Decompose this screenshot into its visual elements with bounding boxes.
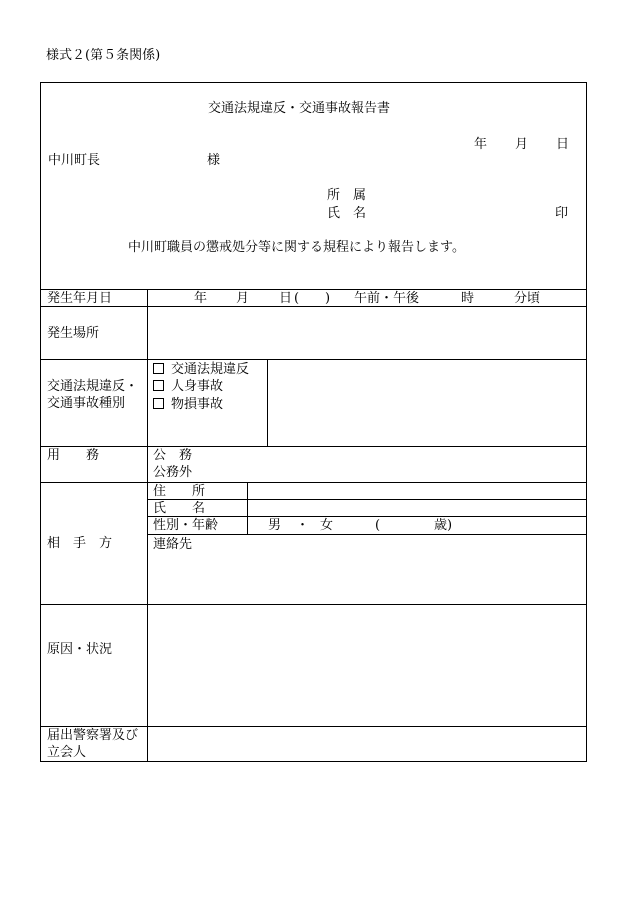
police-label-line2: 立会人 <box>47 745 87 760</box>
row-divider <box>40 482 587 483</box>
row-divider <box>40 289 587 290</box>
counterpart-contact-label: 連絡先 <box>153 537 193 552</box>
date-year: 年 <box>474 137 488 152</box>
reporter-affiliation-label: 所 属 <box>327 188 367 203</box>
occurrence-day: 日 <box>279 291 293 306</box>
counterpart-sex-age-label: 性別・年齢 <box>153 518 219 533</box>
violation-type-label-line1: 交通法規違反・ <box>47 379 139 394</box>
date-month: 月 <box>515 137 529 152</box>
row-divider <box>40 306 587 307</box>
checkbox[interactable] <box>153 398 164 409</box>
duty-official: 公 務 <box>153 448 193 463</box>
counterpart-label: 相 手 方 <box>47 536 113 551</box>
ampm-choice: 午前・午後 <box>354 291 420 306</box>
age-unit: 歳) <box>434 518 453 533</box>
label-column-divider <box>147 289 148 762</box>
occurrence-month: 月 <box>236 291 250 306</box>
reporter-name-label: 氏 名 <box>327 206 367 221</box>
occurrence-hour: 時 <box>461 291 475 306</box>
counterpart-column-divider <box>247 482 248 534</box>
cause-label: 原因・状況 <box>47 642 113 657</box>
row-divider <box>40 726 587 727</box>
sub-row-divider <box>147 516 587 517</box>
sub-row-divider <box>147 499 587 500</box>
duty-label: 用 務 <box>47 448 100 463</box>
option-traffic-violation[interactable]: 交通法規違反 <box>153 363 249 376</box>
weekday-close-paren: ) <box>325 291 331 306</box>
checkbox[interactable] <box>153 363 164 374</box>
occurrence-date-label: 発生年月日 <box>47 291 113 306</box>
duty-unofficial: 公務外 <box>153 465 193 480</box>
counterpart-address-label: 住 所 <box>153 484 206 499</box>
sex-male: 男 <box>268 518 282 533</box>
occurrence-minute: 分頃 <box>514 291 541 306</box>
sex-female: 女 <box>320 518 334 533</box>
statement-text: 中川町職員の懲戒処分等に関する規程により報告します。 <box>128 240 465 255</box>
counterpart-name-label: 氏 名 <box>153 501 206 516</box>
type-column-divider <box>267 359 268 446</box>
police-label-line1: 届出警察署及び <box>47 728 139 743</box>
report-form-frame <box>40 82 587 762</box>
option-property-accident[interactable]: 物損事故 <box>153 398 223 411</box>
occurrence-year: 年 <box>194 291 208 306</box>
location-label: 発生場所 <box>47 326 100 341</box>
row-divider <box>40 604 587 605</box>
row-divider <box>40 446 587 447</box>
seal-mark: 印 <box>555 206 569 221</box>
date-day: 日 <box>556 137 570 152</box>
age-open-paren: ( <box>375 518 381 533</box>
row-divider <box>40 359 587 360</box>
form-title: 交通法規違反・交通事故報告書 <box>208 101 391 116</box>
violation-type-label-line2: 交通事故種別 <box>47 396 126 411</box>
addressee-honorific: 様 <box>207 153 221 168</box>
sub-row-divider <box>147 534 587 535</box>
weekday-open-paren: ( <box>294 291 300 306</box>
addressee-name: 中川町長 <box>48 153 101 168</box>
sex-separator: ・ <box>296 518 310 533</box>
form-number: 様式２(第５条関係) <box>46 48 161 63</box>
option-injury-accident[interactable]: 人身事故 <box>153 380 223 393</box>
checkbox[interactable] <box>153 380 164 391</box>
